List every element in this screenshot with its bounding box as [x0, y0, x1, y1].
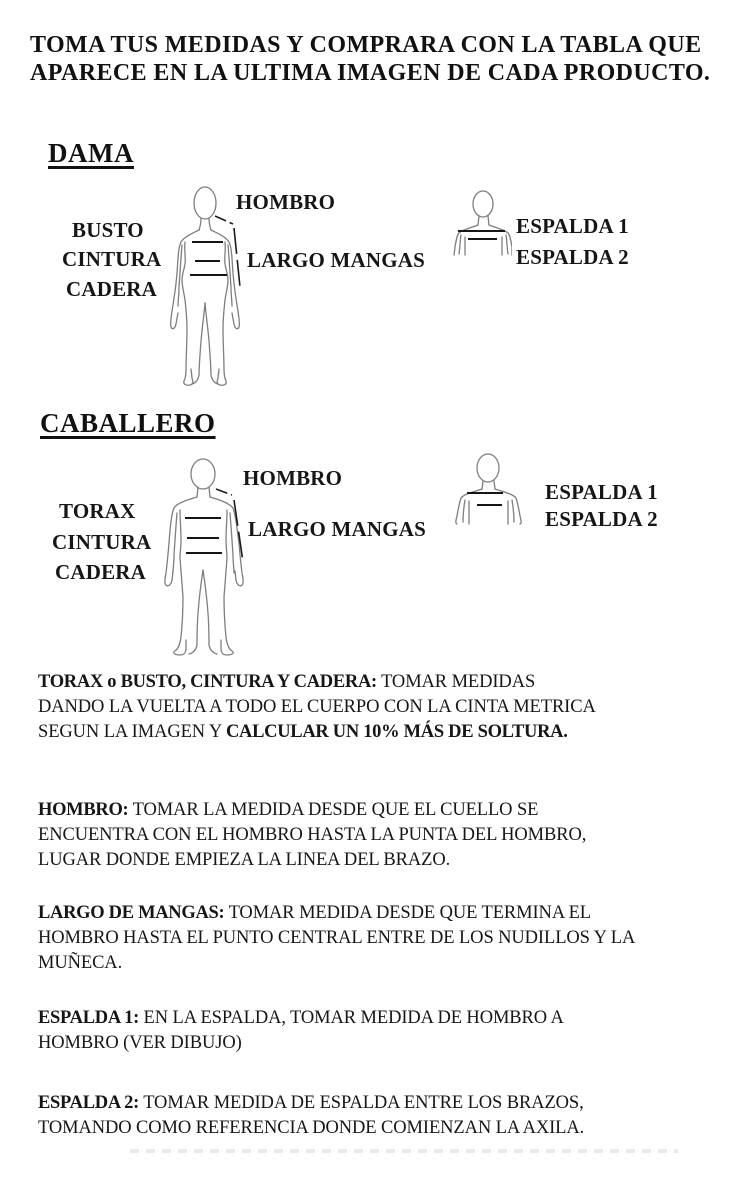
male-body-front-figure-icon — [155, 455, 255, 660]
instruction-line: HOMBRO HASTA EL PUNTO CENTRAL ENTRE DE LOS NUDILLOS Y LA — [38, 928, 636, 948]
instruction-line: SEGUN LA IMAGEN Y CALCULAR UN 10% MÁS DE SOLTURA. — [38, 722, 568, 742]
caballero-label-espalda-2: ESPALDA 2 — [545, 507, 658, 531]
cropped-text-artifact — [130, 1149, 678, 1153]
section-heading-caballero: CABALLERO — [40, 408, 216, 438]
male-back-figure-icon — [455, 448, 527, 526]
instruction-line: TOMANDO COMO REFERENCIA DONDE COMIENZAN LA AXILA. — [38, 1118, 585, 1138]
caballero-label-torax: TORAX — [59, 499, 136, 523]
instruction-largo-de-mangas — [38, 901, 728, 976]
dama-label-espalda-1: ESPALDA 1 — [516, 214, 629, 238]
page-title-line2: APARECE EN LA ULTIMA IMAGEN DE CADA PRODUCTO. — [30, 60, 711, 86]
dama-label-cintura: CINTURA — [62, 247, 162, 271]
caballero-label-hombro: HOMBRO — [243, 466, 343, 490]
instruction-line: ESPALDA 1: EN LA ESPALDA, TOMAR MEDIDA DE HOMBRO A — [38, 1008, 564, 1028]
instruction-line: MUÑECA. — [38, 953, 123, 973]
instruction-line: LARGO DE MANGAS: TOMAR MEDIDA DESDE QUE TERMINA EL — [38, 903, 591, 923]
instruction-line: HOMBRO: TOMAR LA MEDIDA DESDE QUE EL CUELLO SE — [38, 800, 539, 820]
caballero-label-cintura: CINTURA — [52, 530, 152, 554]
instruction-espalda-2 — [38, 1091, 728, 1141]
instruction-line: ENCUENTRA CON EL HOMBRO HASTA LA PUNTA DEL HOMBRO, — [38, 825, 587, 845]
female-body-front-figure-icon — [160, 183, 250, 398]
instruction-line: ESPALDA 2: TOMAR MEDIDA DE ESPALDA ENTRE LOS BRAZOS, — [38, 1093, 584, 1113]
instruction-espalda-1 — [38, 1006, 728, 1056]
page-title-line1: TOMA TUS MEDIDAS Y COMPRARA CON LA TABLA QUE — [30, 32, 702, 58]
instruction-line: DANDO LA VUELTA A TODO EL CUERPO CON LA CINTA METRICA — [38, 697, 596, 717]
caballero-label-espalda-1: ESPALDA 1 — [545, 480, 658, 504]
female-back-figure-icon — [450, 185, 512, 257]
instruction-line: LUGAR DONDE EMPIEZA LA LINEA DEL BRAZO. — [38, 850, 451, 870]
caballero-label-largo-mangas: LARGO MANGAS — [248, 517, 426, 541]
instruction-line: TORAX o BUSTO, CINTURA Y CADERA: TOMAR MEDIDAS — [38, 672, 536, 692]
dama-label-busto: BUSTO — [72, 218, 144, 242]
section-heading-dama: DAMA — [48, 138, 134, 168]
dama-label-espalda-2: ESPALDA 2 — [516, 245, 629, 269]
dama-label-cadera: CADERA — [66, 277, 158, 301]
instruction-torax-busto-cintura-cadera — [38, 670, 728, 745]
dama-label-hombro: HOMBRO — [236, 190, 336, 214]
dama-label-largo-mangas: LARGO MANGAS — [247, 248, 425, 272]
instruction-hombro — [38, 798, 728, 873]
instruction-line: HOMBRO (VER DIBUJO) — [38, 1033, 242, 1053]
caballero-label-cadera: CADERA — [55, 560, 147, 584]
page-title — [30, 31, 730, 87]
